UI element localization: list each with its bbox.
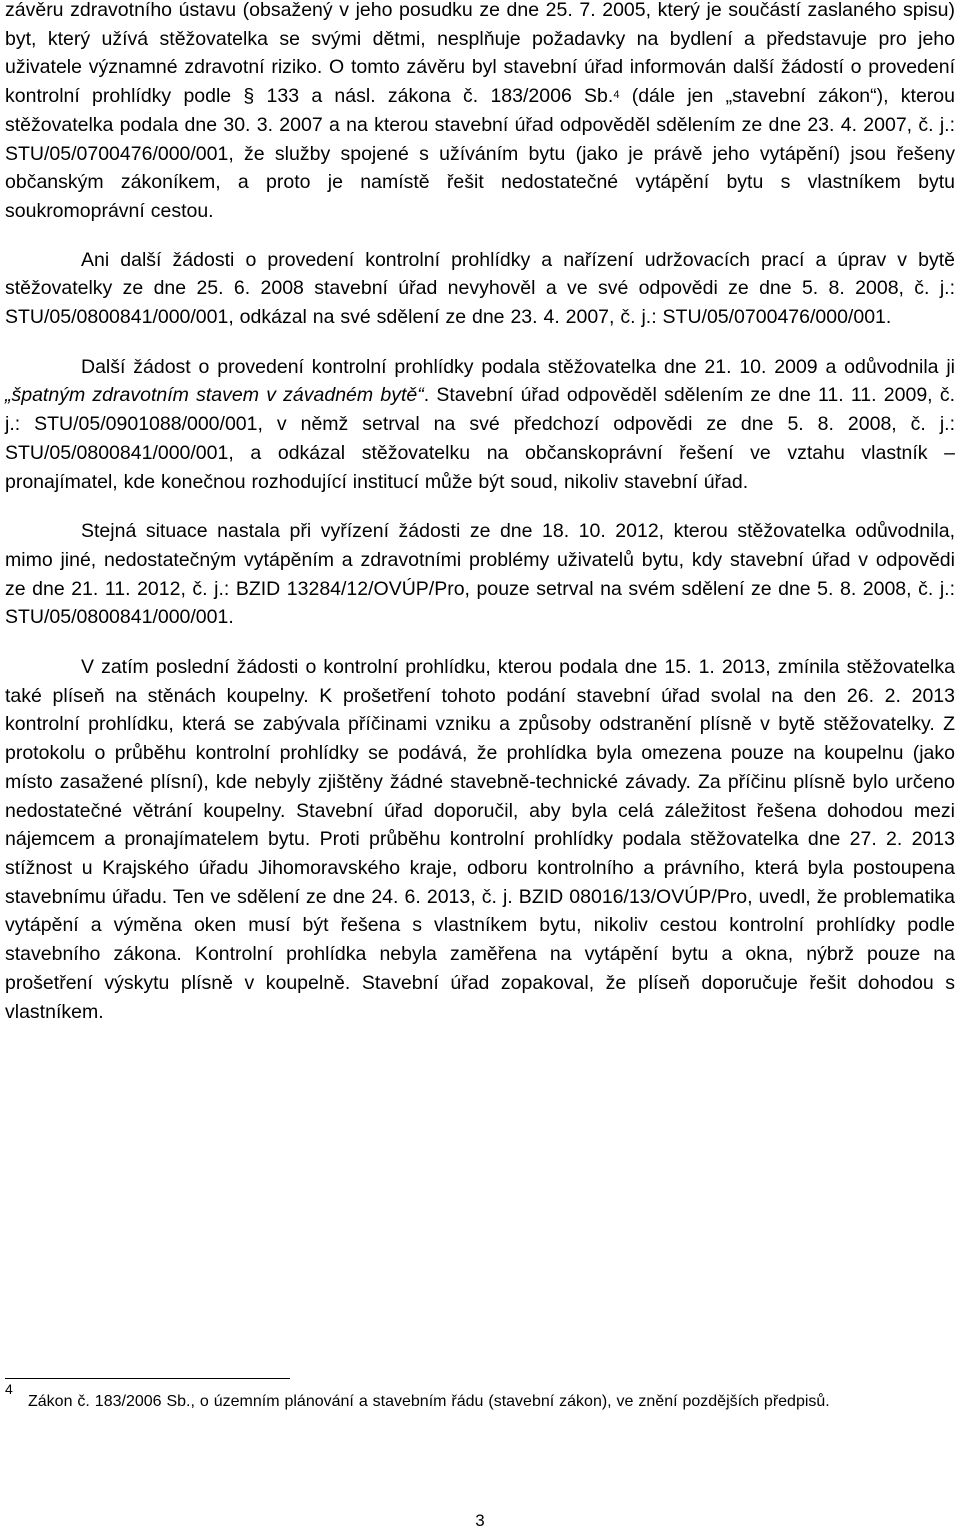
paragraph-text: . Stavební úřad odpověděl sdělením ze dne 11. 11. 2009, č. j.: STU/05/0901088/000/001, v němž setrval na své předchozí odpovědi ze dne 5. 8. 2008, č. j.: STU/05/0800841/000/001, a odkázal stěžovatelku na občanskoprávní řešení ve vztahu vlastník – pronajímatel, kde konečnou rozhodující institucí může být soud, nikoliv stavební úřad. [5, 384, 956, 493]
paragraph: Ani další žádosti o provedení kontrolní prohlídky a nařízení udržovacích prací a úprav v bytě stěžovatelky ze dne 25. 6. 2008 stavební úřad nevyhověl a ve své odpovědi ze dne 5. 8. 2008, č. j.: STU/05/0800841/000/001, odkázal na své sdělení ze dne 23. 4. 2007, č. j.: STU/05/0700476/000/001. [5, 248, 955, 329]
paragraph-text: Další žádost o provedení kontrolní prohlídky podala stěžovatelka dne 21. 10. 2009 a odůvodnila ji [81, 355, 955, 378]
paragraph: Stejná situace nastala při vyřízení žádosti ze dne 18. 10. 2012, kterou stěžovatelka odůvodnila, mimo jiné, nedostatečným vytápěním a zdravotními problémy uživatelů bytu, kdy stavební úřad v odpovědi ze dne 21. 11. 2012, č. j.: BZID 13284/12/OVÚP/Pro, pouze setrval na svém sdělení ze dne 5. 8. 2008, č. j.: STU/05/0800841/000/001. [5, 520, 955, 629]
document-page [5, 0, 955, 1026]
footnote-reference: 4 [613, 89, 620, 102]
paragraph: V zatím poslední žádosti o kontrolní prohlídku, kterou podala dne 15. 1. 2013, zmínila stěžovatelka také plíseň na stěnách koupelny. K prošetření tohoto podání stavební úřad svolal na den 26. 2. 2013 kontrolní prohlídku, která se zabývala příčinami vzniku a způsoby odstranění plísně v bytě stěžovatelky. Z protokolu o průběhu kontrolní prohlídky se podává, že prohlídka byla omezena pouze na koupelnu (jako místo zasažené plísní), kde nebyly zjištěny žádné stavebně-technické závady. Za příčinu plísně bylo určeno nedostatečné větrání koupelny. Stavební úřad doporučil, aby byla celá záležitost řešena dohodou mezi nájemcem a pronajímatelem bytu. Proti průběhu kontrolní prohlídky podala stěžovatelka dne 27. 2. 2013 stížnost u Krajského úřadu Jihomoravského kraje, odboru kontrolního a právního, která byla postoupena stavebnímu úřadu. Ten ve sdělení ze dne 24. 6. 2013, č. j. BZID 08016/13/OVÚP/Pro, uvedl, že problematika vytápění a výměna oken musí být řešena s vlastníkem bytu, nikoliv cestou kontrolní prohlídky podle stavebního zákona. Kontrolní prohlídka nebyla zaměřena na vytápění bytu a okna, nýbrž pouze na prošetření výskytu plísně v koupelně. Stavební úřad zopakoval, že plíseň doporučuje řešit dohodou s vlastníkem. [5, 656, 955, 1023]
footnote-text: Zákon č. 183/2006 Sb., o územním plánování a stavebním řádu (stavební zákon), ve znění pozdějších předpisů. [28, 1393, 830, 1410]
emphasized-quote: „špatným zdravotním stavem v závadném bytě“ [5, 384, 424, 407]
page-number: 3 [475, 1511, 485, 1530]
paragraph-text: závěru zdravotního ústavu (obsažený v jeho posudku ze dne 25. 7. 2005, který je součástí zaslaného spisu) byt, který užívá stěžovatelka se svými dětmi, nesplňuje požadavky na bydlení a představuje pro jeho uživatele významné zdravotní riziko. O tomto závěru byl stavební úřad informován další žádostí o provedení kontrolní prohlídky podle § 133 a násl. zákona č. 183/2006 Sb. [5, 0, 955, 108]
paragraph-text: (dále jen „stavební zákon“), kterou stěžovatelka podala dne 30. 3. 2007 a na kterou stavební úřad odpověděl sdělením ze dne 23. 4. 2007, č. j.: STU/05/0700476/000/001, že služby spojené s užíváním bytu (jako je právě jeho vytápění) jsou řešeny občanským zákoníkem, a proto je namístě řešit nedostatečné vytápění bytu s vlastníkem bytu soukromoprávní cestou. [5, 85, 955, 222]
paragraph [5, 353, 955, 497]
footnote-separator [5, 1378, 290, 1379]
paragraph [5, 0, 955, 226]
footnote [5, 1381, 955, 1415]
footnote-number: 4 [5, 1381, 13, 1397]
